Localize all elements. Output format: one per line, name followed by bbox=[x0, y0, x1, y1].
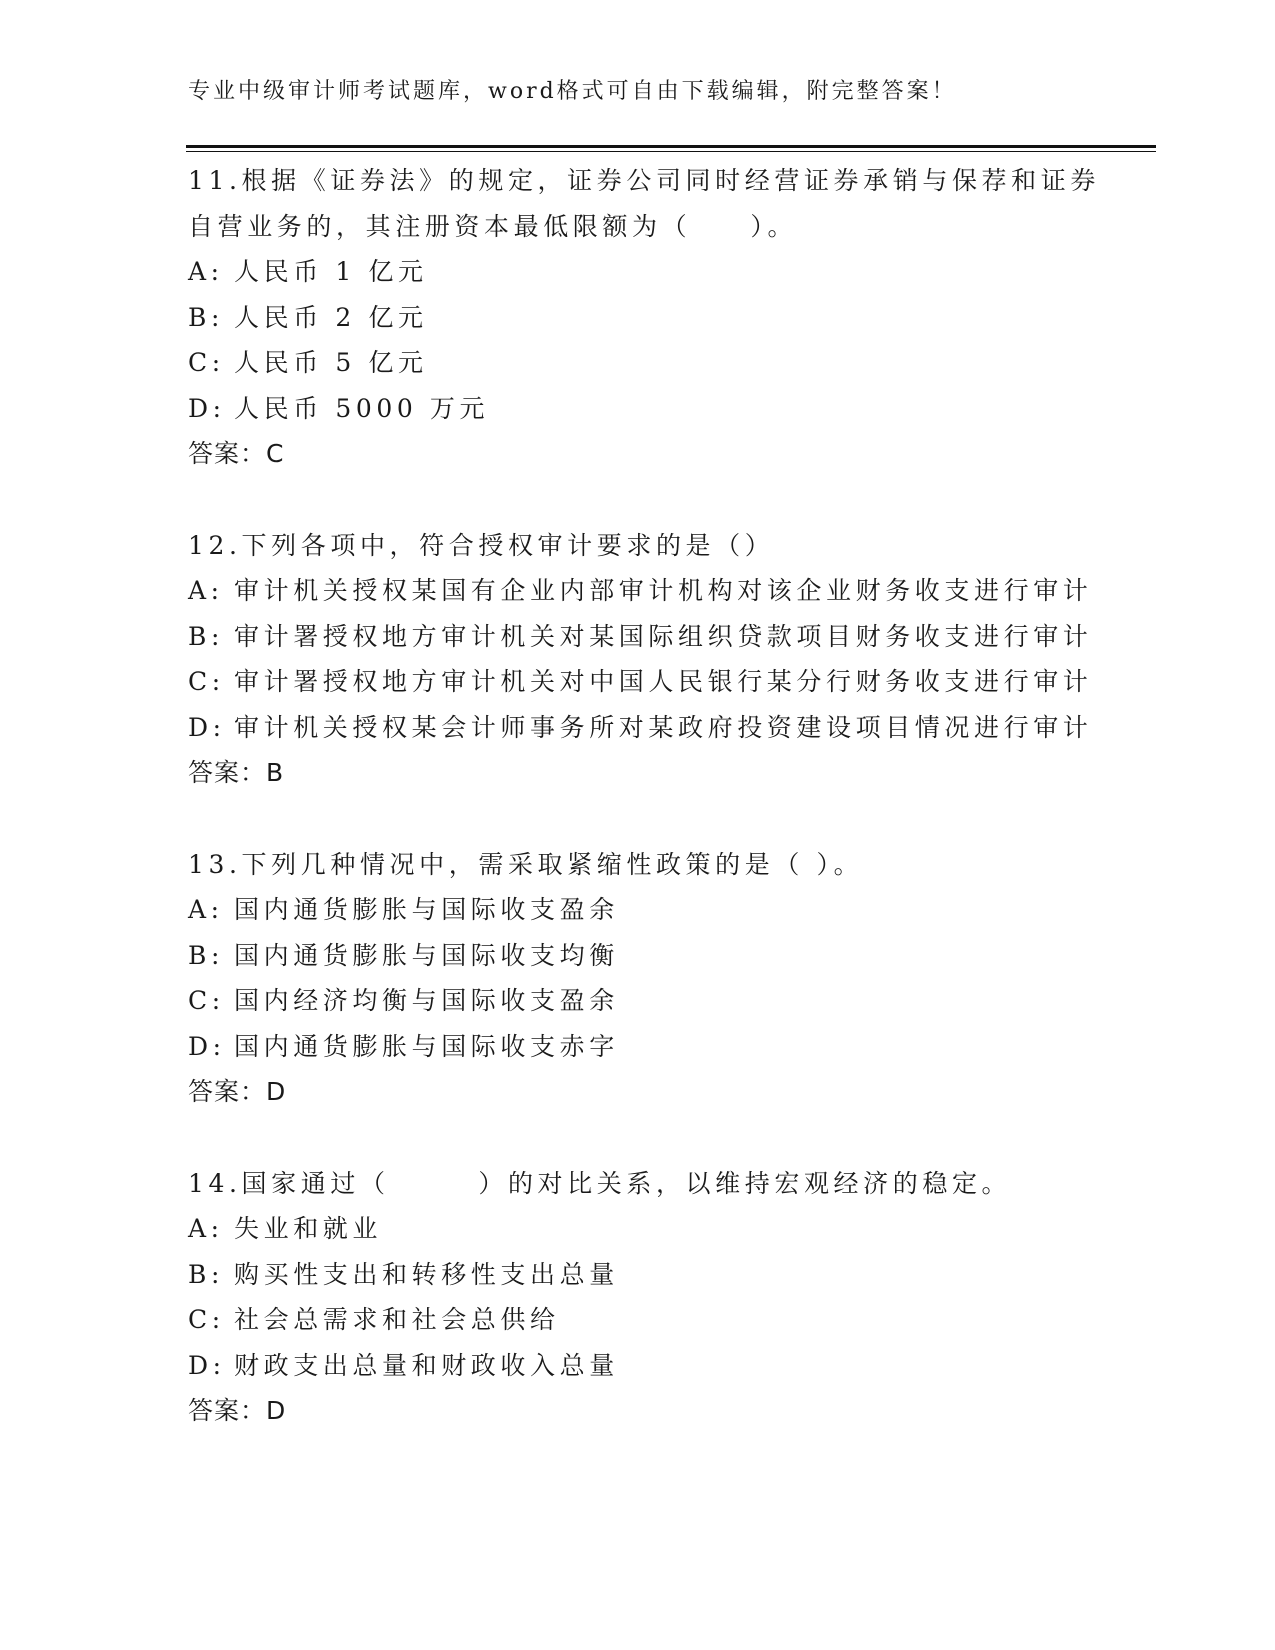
question-stem-line: 12.下列各项中，符合授权审计要求的是（） bbox=[188, 530, 775, 560]
question-13 bbox=[188, 842, 1118, 1115]
option-text: 国内通货膨胀与国际收支赤字 bbox=[234, 1031, 619, 1061]
question-12 bbox=[188, 523, 1118, 796]
option-letter: D: bbox=[188, 393, 226, 423]
answer: 答案：D bbox=[188, 1077, 287, 1106]
option-letter: C: bbox=[188, 348, 225, 377]
option-letter: D: bbox=[188, 1031, 226, 1061]
option-c bbox=[188, 978, 1118, 1024]
option-b bbox=[188, 614, 1118, 660]
option-text: 人民币 2 亿元 bbox=[234, 302, 428, 332]
question-stem-line: 11.根据《证券法》的规定，证券公司同时经营证券承销与保荐和证券 bbox=[188, 166, 1100, 195]
question-stem-line: 自营业务的，其注册资本最低限额为（ ）。 bbox=[188, 211, 798, 241]
header-rule-thin bbox=[186, 151, 1156, 152]
page-header: 专业中级审计师考试题库，word格式可自由下载编辑，附完整答案！ bbox=[188, 79, 957, 104]
option-text: 审计机关授权某会计师事务所对某政府投资建设项目情况进行审计 bbox=[234, 712, 1093, 742]
question-stem-line: 13.下列几种情况中，需采取紧缩性政策的是（ ）。 bbox=[188, 849, 864, 879]
option-letter: A: bbox=[188, 257, 224, 286]
option-d bbox=[188, 705, 1118, 751]
answer: 答案：B bbox=[188, 758, 285, 787]
option-text: 审计署授权地方审计机关对某国际组织贷款项目财务收支进行审计 bbox=[234, 621, 1093, 651]
option-letter: D: bbox=[188, 1350, 226, 1380]
option-d bbox=[188, 1024, 1118, 1070]
option-text: 财政支出总量和财政收入总量 bbox=[234, 1350, 619, 1380]
option-text: 国内通货膨胀与国际收支均衡 bbox=[234, 940, 619, 970]
option-letter: B: bbox=[188, 302, 224, 332]
option-c bbox=[188, 1297, 1118, 1343]
option-letter: B: bbox=[188, 1259, 224, 1289]
option-text: 人民币 5 亿元 bbox=[234, 348, 428, 377]
option-b bbox=[188, 295, 1118, 341]
option-a bbox=[188, 568, 1118, 614]
option-text: 审计署授权地方审计机关对中国人民银行某分行财务收支进行审计 bbox=[234, 667, 1093, 696]
option-letter: C: bbox=[188, 1305, 225, 1334]
option-letter: A: bbox=[188, 895, 224, 924]
option-text: 国内通货膨胀与国际收支盈余 bbox=[234, 895, 619, 924]
option-letter: C: bbox=[188, 667, 225, 696]
option-text: 人民币 5000 万元 bbox=[234, 393, 490, 423]
question-list bbox=[188, 158, 1118, 1480]
option-text: 失业和就业 bbox=[234, 1214, 383, 1243]
option-text: 审计机关授权某国有企业内部审计机构对该企业财务收支进行审计 bbox=[234, 576, 1093, 605]
option-b bbox=[188, 1252, 1118, 1298]
option-a bbox=[188, 1206, 1118, 1252]
option-b bbox=[188, 933, 1118, 979]
option-d bbox=[188, 386, 1118, 432]
answer: 答案：D bbox=[188, 1396, 287, 1425]
option-d bbox=[188, 1343, 1118, 1389]
option-letter: A: bbox=[188, 576, 224, 605]
answer: 答案：C bbox=[188, 439, 285, 468]
option-text: 人民币 1 亿元 bbox=[234, 257, 428, 286]
option-text: 社会总需求和社会总供给 bbox=[234, 1305, 560, 1334]
option-letter: C: bbox=[188, 986, 225, 1015]
option-text: 购买性支出和转移性支出总量 bbox=[234, 1259, 619, 1289]
question-14 bbox=[188, 1161, 1118, 1434]
question-11 bbox=[188, 158, 1118, 477]
header-rule-thick bbox=[186, 145, 1156, 148]
option-c bbox=[188, 659, 1118, 705]
option-letter: A: bbox=[188, 1214, 224, 1243]
option-letter: B: bbox=[188, 940, 224, 970]
option-a bbox=[188, 887, 1118, 933]
question-stem-line: 14.国家通过（ ）的对比关系，以维持宏观经济的稳定。 bbox=[188, 1168, 1012, 1198]
option-text: 国内经济均衡与国际收支盈余 bbox=[234, 986, 619, 1015]
option-letter: D: bbox=[188, 712, 226, 742]
option-a bbox=[188, 249, 1118, 295]
option-c bbox=[188, 340, 1118, 386]
option-letter: B: bbox=[188, 621, 224, 651]
